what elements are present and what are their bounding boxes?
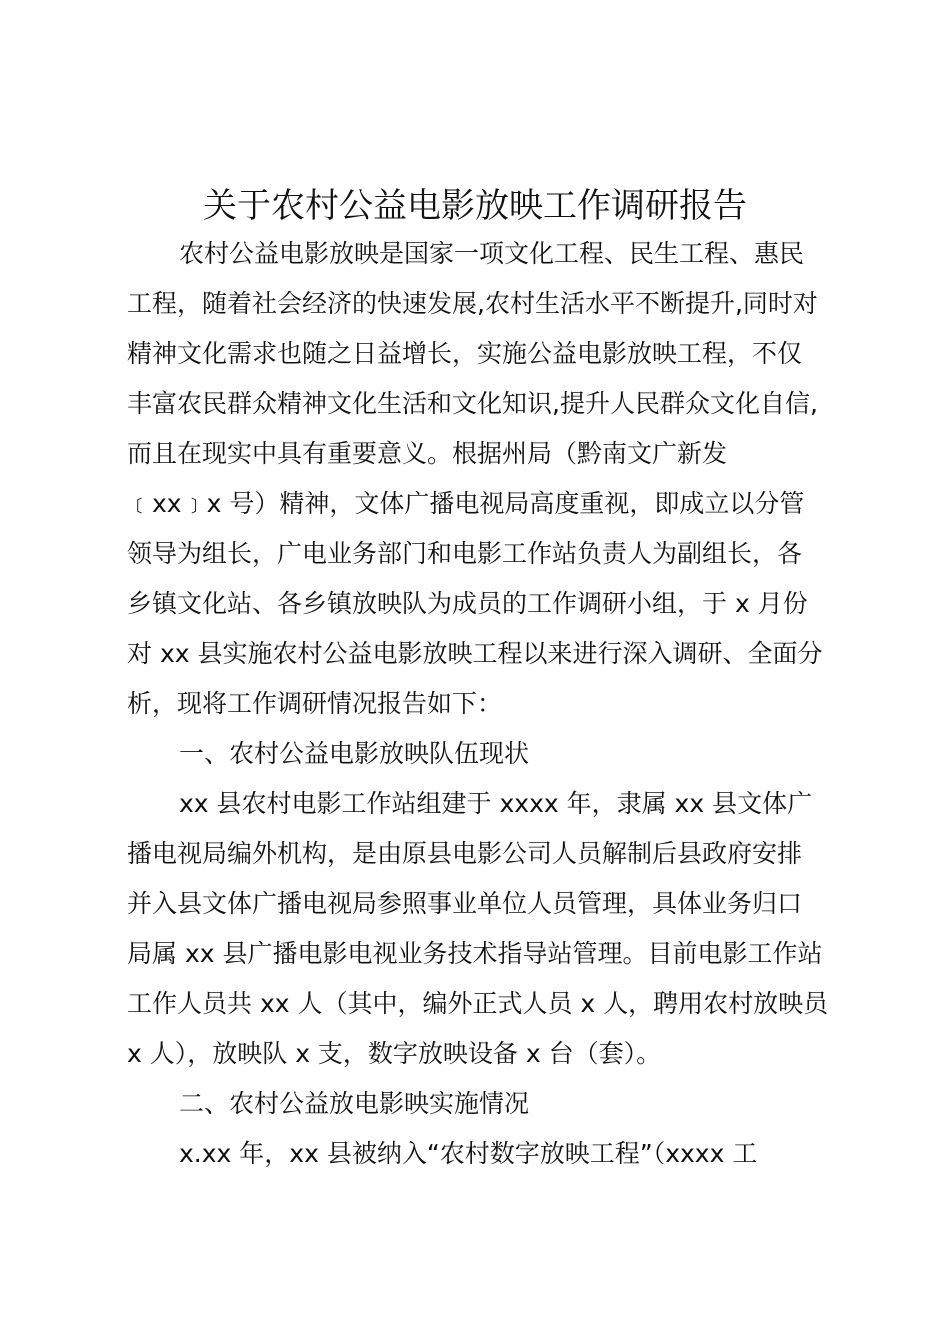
paragraph-line: ﹝xx﹞x 号）精神，文体广播电视局高度重视，即成立以分管	[127, 489, 805, 518]
paragraph-line: 局属 xx 县广播电影电视业务技术指导站管理。目前电影工作站	[127, 939, 823, 968]
paragraph-line: 工作人员共 xx 人（其中，编外正式人员 x 人，聘用农村放映员	[127, 989, 829, 1018]
paragraph-line: x 人），放映队 x 支，数字放映设备 x 台（套）。	[127, 1039, 662, 1068]
paragraph-line: 乡镇文化站、各乡镇放映队为成员的工作调研小组，于 x 月份	[127, 589, 808, 618]
paragraph-line: 精神文化需求也随之日益增长，实施公益电影放映工程，不仅	[127, 339, 803, 368]
section-heading: 二、农村公益放电影映实施情况	[179, 1089, 530, 1118]
paragraph-line: 领导为组长，广电业务部门和电影工作站负责人为副组长，各	[127, 539, 803, 568]
paragraph-line: 并入县文体广播电视局参照事业单位人员管理，具体业务归口	[127, 889, 803, 918]
section-heading: 一、农村公益电影放映队伍现状	[179, 739, 530, 768]
paragraph-line: 丰富农民群众精神文化生活和文化知识,提升人民群众文化自信,	[127, 389, 818, 418]
paragraph-line: x.xx 年，xx 县被纳入“农村数字放映工程”（xxxx 工	[179, 1139, 758, 1168]
paragraph-line: 农村公益电影放映是国家一项文化工程、民生工程、惠民	[179, 239, 805, 268]
paragraph-line: xx 县农村电影工作站组建于 xxxx 年，隶属 xx 县文体广	[179, 789, 813, 818]
paragraph-line: 对 xx 县实施农村公益电影放映工程以来进行深入调研、全面分	[127, 639, 823, 668]
paragraph-line: 播电视局编外机构，是由原县电影公司人员解制后县政府安排	[127, 839, 803, 868]
paragraph-line: 工程，随着社会经济的快速发展,农村生活水平不断提升,同时对	[127, 289, 818, 318]
paragraph-line: 而且在现实中具有重要意义。根据州局（黔南文广新发	[127, 439, 728, 468]
paragraph-line: 析，现将工作调研情况报告如下：	[127, 689, 503, 718]
document-title: 关于农村公益电影放映工作调研报告	[203, 186, 747, 226]
